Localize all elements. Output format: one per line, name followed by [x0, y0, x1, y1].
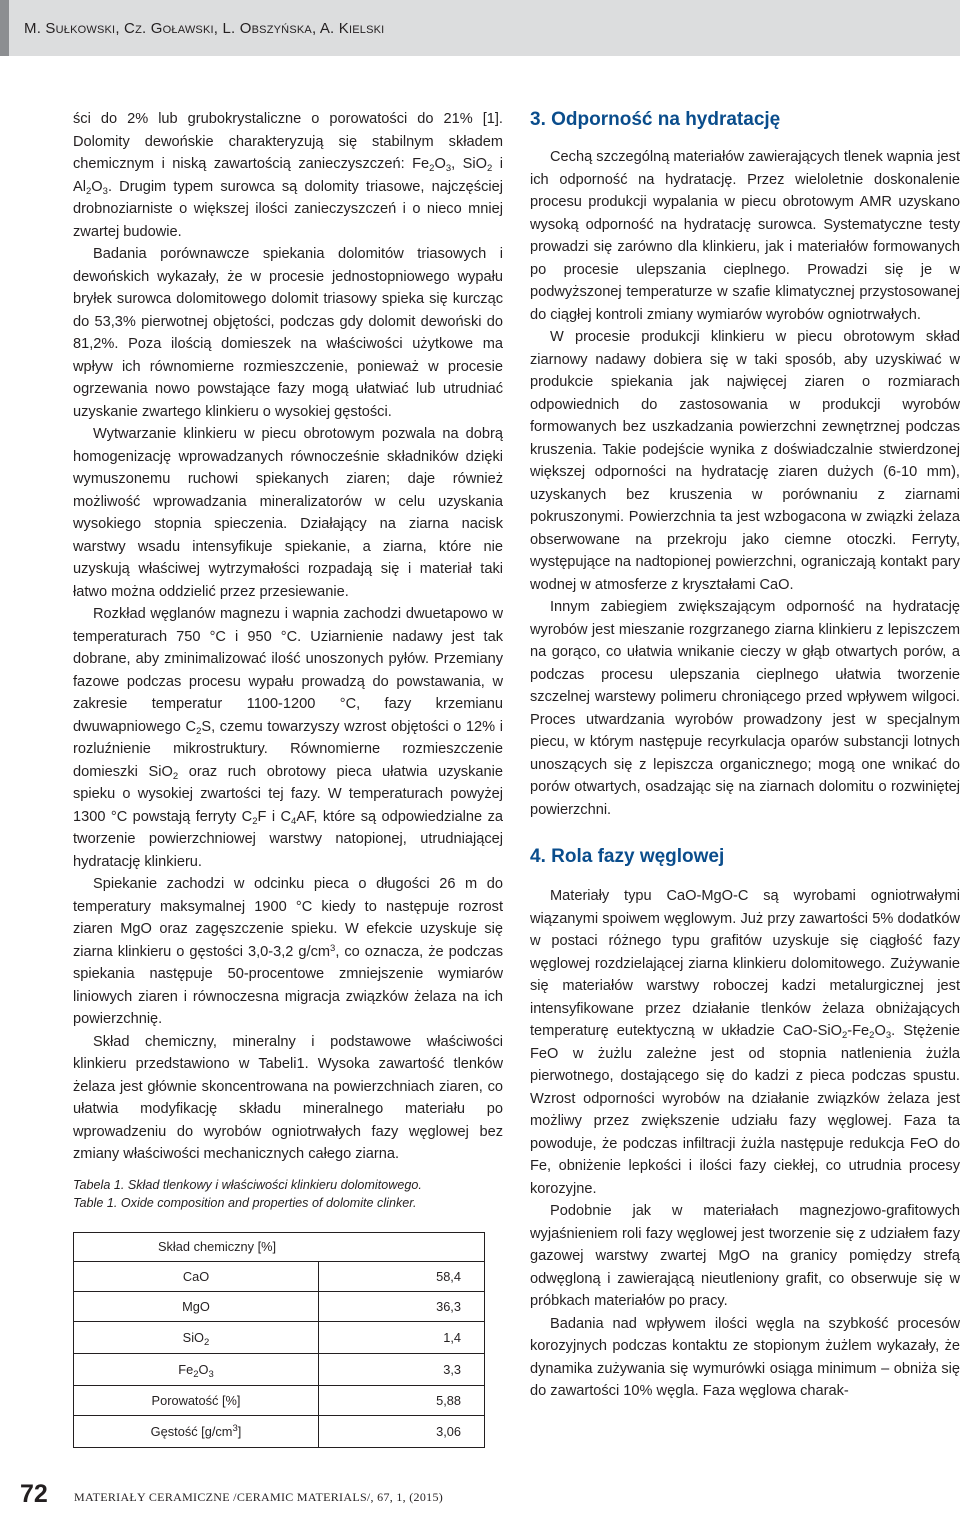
journal-footer: MATERIAŁY CERAMICZNE /CERAMIC MATERIALS/, 67, 1, (2015) [74, 1490, 444, 1504]
table-cell-value: 1,4 [319, 1321, 485, 1353]
body-paragraph: Rozkład węglanów magnezu i wapnia zachodzi dwuetapowo w temperaturach 750 °C i 950 °C. Uziarnienie nadawy jest tak dobrane, aby zminimalizować ilość unoszonych pyłów. Przemiany fazowe podczas procesu wypału prowadzą do powstawania, w zakresie temperatur 1100-1200 °C, fazy krzemianu dwuwapniowego $C_2S$, czemu towarzyszy wzrost objętości o 12% i rozluźnienie mikrostruktury. Równomierne rozmieszczenie domieszki SiO$_2$ oraz ruch obrotowy pieca ułatwia uzyskanie spieku o wysokiej zwartości tej fazy. W temperaturach powyżej 1300 °C powstają ferryty $C_2F$ i $C_4AF$, które są odpowiedzialne za tworzenie powierzchniowej warstwy natopionej, utrudniającej hydratację klinkieru. [73, 606, 503, 870]
left-column [73, 108, 503, 1448]
running-head-authors: M. Sułkowski, Cz. Goławski, L. Obszyńska, A. Kielski [24, 20, 385, 37]
body-paragraph: Cechą szczególną materiałów zawierających tlenek wapnia jest ich odporność na hydratację. Przez wieloletnie doskonalenie procesu produkcji wypalania w piecu obrotowym AMR uzyskano wysoką odporność na hydratację surowca. Systematyczne testy prowadzi się zarówno dla klinkieru, jak i materiałów formowanych po procesie ulepszania cieplnego. Prowadzi się je w podwyższonej temperaturze w szafie klimatycznej przystosowanej do ciągłej kontroli zmiany wymiarów wyrobów ogniotrwałych. [530, 149, 960, 323]
body-paragraph: Podobnie jak w materiałach magnezjowo-grafitowych wyjaśnieniem roli fazy węglowej jest tworzenie się z udziałem fazy gazowej warstwy zwartej MgO na granicy pomiędzy strefą odwęgloną i zawierającą nieutleniony grafit, co obserwuje się w próbkach materiałów po pracy. [530, 1203, 960, 1309]
section-3-heading: 3. Odporność na hydratację [530, 109, 781, 130]
table-cell-value: 3,3 [319, 1353, 485, 1385]
table-cell-label: Porowatość [%] [74, 1385, 319, 1415]
table-cell-value: 5,88 [319, 1385, 485, 1415]
table-caption [73, 1176, 503, 1212]
table-row [74, 1385, 485, 1415]
table-row [74, 1415, 485, 1447]
table-row [74, 1353, 485, 1385]
body-paragraph: W procesie produkcji klinkieru w piecu obrotowym skład ziarnowy nadawy dobiera się w taki sposób, aby uzyskiwać w produkcie spiekania jak najwięcej ziaren o rozmiarach odpowiednich do zastosowania w produkcji wyrobów formowanych bez uszkadzania powierzchni zewnętrznej podczas kruszenia. Takie podejście wynika z doświadczalnie stwierdzonej większej odporności na hydratację ziaren dużych (6-10 mm), uzyskanych bez kruszenia w porównaniu z ziarnami pokruszonymi. Powierzchnia ta jest wzbogacona w związki żelaza obserwowane na przekroju jako ciemne otoczki. Ferryty, występujące na nadtopionej powierzchni, ograniczają kontakt pary wodnej w atmosferze z kryształami CaO. [530, 329, 960, 593]
table-row [74, 1321, 485, 1353]
header-accent [0, 0, 9, 56]
header-bar [0, 0, 960, 56]
table-cell-label: Gęstość $[g/cm^3]$ [74, 1415, 319, 1447]
table-caption-pl: Tabela 1. Skład tlenkowy i właściwości klinkieru dolomitowego. [73, 1177, 422, 1192]
table-caption-en: Table 1. Oxide composition and properties of dolomite clinker. [73, 1195, 417, 1210]
table-cell-label: MgO [74, 1291, 319, 1321]
table-cell-value: 36,3 [319, 1291, 485, 1321]
clinker-properties-table [73, 1232, 485, 1448]
table-header: Skład chemiczny [%] [74, 1232, 485, 1261]
table-cell-label: CaO [74, 1261, 319, 1291]
body-paragraph: Spiekanie zachodzi w odcinku pieca o długości 26 m do temperatury maksymalnej 1900 °C kiedy to następuje rozrost ziaren MgO oraz zagęszczenie spieku. W efekcie uzyskuje się ziarna klinkieru o gęstości 3,0-3,2 $g/cm^3$, co oznacza, że podczas spiekania następuje 50-procentowe zmniejszenie wymiarów liniowych ziaren i równoczesna migracja związków żelaza na ich powierzchnię. [73, 876, 503, 1027]
right-column [530, 108, 960, 1403]
page-number: 72 [20, 1480, 48, 1508]
body-paragraph: ści do 2% lub grubokrystaliczne o porowatości do 21% [1]. Dolomity dewońskie charakteryzują się stabilnym składem chemicznym i niską zawartością zanieczyszczeń: $Fe_2O_3$, SiO$_2$ i $Al_2O_3$. Drugim typem surowca są dolomity triasowe, najczęściej drobnoziarniste o większej ilości zanieczyszczeń i o nieco mniej zwartej budowie. [73, 111, 504, 240]
body-paragraph: Wytwarzanie klinkieru w piecu obrotowym pozwala na dobrą homogenizację wprowadzanych równocześnie składników dzięki wymuszonemu ruchowi spiekanych ziaren; daje również możliwość wprowadzania mineralizatorów w celu uzyskania wysokiego stopnia spieczenia. Działający na ziarna nacisk warstwy wsadu intensyfikuje spiekanie, a ziarna, które nie uzyskują właściwej wytrzymałości rozpadają się i materiał taki łatwo można oddzielić przez przesiewanie. [73, 426, 503, 600]
body-paragraph: Badania porównawcze spiekania dolomitów triasowych i dewońskich wykazały, że w procesie jednostopniowego wypału bryłek surowca dolomitowego dolomit triasowy spieka się kurcząc do 53,3% pierwotnej objętości, podczas gdy dolomit dewoński do 81,2%. Poza ilością domieszek na właściwości użytkowe ma wpływ ich równomierne rozmieszczenie, ponieważ w procesie ogrzewania nowo powstające fazy mogą ułatwiać lub utrudniać uzyskanie zwartego klinkieru o wysokiej gęstości. [73, 246, 503, 420]
body-paragraph: Badania nad wpływem ilości węgla na szybkość procesów korozyjnych podczas kontaktu ze stopionym żużlem wykazały, że dynamika zużywania się wymurówki osiąga minimum – obniża się do zawartości 10% węgla. Faza węglowa charak- [530, 1315, 960, 1399]
table-row [74, 1291, 485, 1321]
table-cell-value: 58,4 [319, 1261, 485, 1291]
table-cell-label: SiO$_2$ [74, 1321, 319, 1353]
section-4-heading: 4. Rola fazy węglowej [530, 846, 725, 867]
body-paragraph: Materiały typu CaO-MgO-C są wyrobami ogniotrwałymi wiązanymi spoiwem węglowym. Już przy zawartości 5% dodatków w postaci różnego typu grafitów uzyskuje się ciągłość fazy węglowej rozdzielającej ziarna klinkieru dolomitowego. Zużywanie się materiałów warstwy roboczej kadzi metalurgicznej jest intensyfikowane przez działanie tlenków żelaza obniżających temperaturę eutektyczną w układzie CaO-$SiO_2-Fe_2O_3$. Stężenie FeO w żużlu zależne jest od stopnia natlenienia żużla pierwotnego, dostającego się do kadzi z pieca podczas spustu. Wzrost odporności wyrobów na działanie związków żelaza jest możliwy przez zwiększenie udziału fazy węglowej. Faza ta powoduje, że podczas infiltracji żużla następuje redukcja FeO do Fe, obniżenie lepkości i ilości fazy ciekłej, co utrudnia procesy korozyjne. [530, 888, 960, 1197]
body-paragraph: Innym zabiegiem zwiększającym odporność na hydratację wyrobów jest mieszanie rozgrzanego ziarna klinkieru z lepiszczem na gorąco, co ułatwia wnikanie cieczy w głąb otwartych porów, a podczas procesu ulepszania cieplnego ułatwia tworzenie szczelnej warstewy polimeru chroniącego przed wpływem wilgoci. Proces utwardzania wyrobów prowadzony jest w specjalnym piecu, w którym następuje recyrkulacja oparów substancji lotnych unoszących się z lepiszcza organicznego; mogą one wnikać do porów otwartych, osadzając się na ziarnach dolomitu o rozwiniętej powierzchni. [530, 599, 960, 818]
table-row [74, 1261, 485, 1291]
table-cell-value: 3,06 [319, 1415, 485, 1447]
body-paragraph: Skład chemiczny, mineralny i podstawowe właściwości klinkieru przedstawiono w Tabeli1. Wysoka zawartość tlenków żelaza jest głównie skoncentrowana na powierzchniach ziaren, co ułatwia modyfikację składu mineralnego materiału po wprowadzeniu do wyrobów ogniotrwałych fazy węglowej bez zmiany właściwości mechanicznych całego ziarna. [73, 1033, 503, 1162]
table-cell-label: $Fe_2O_3$ [74, 1353, 319, 1385]
